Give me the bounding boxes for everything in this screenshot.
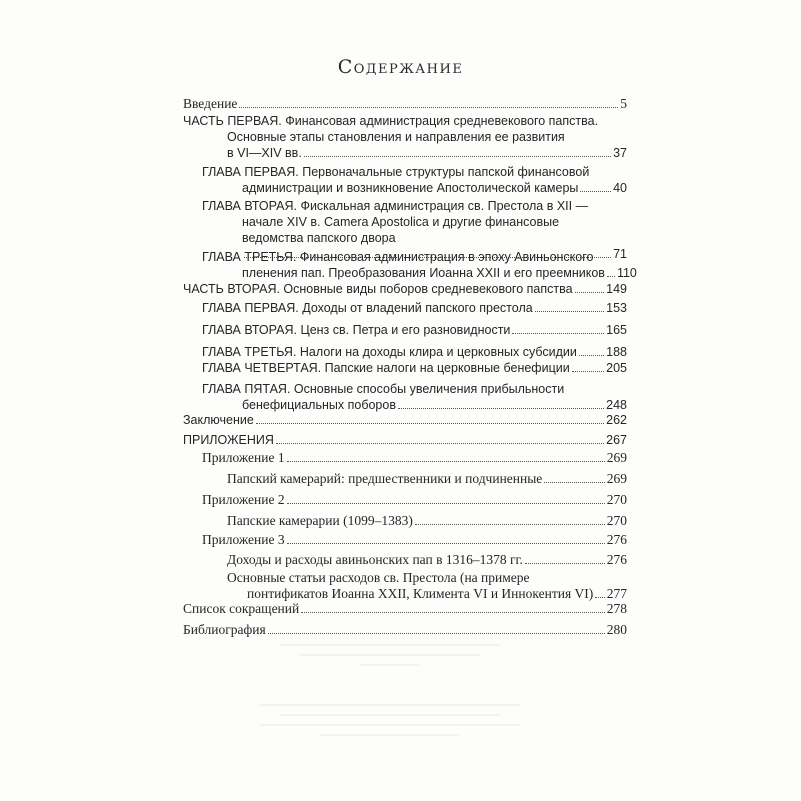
show-through-block-2 xyxy=(260,700,520,746)
toc-line xyxy=(183,96,627,112)
page-title: Содержание xyxy=(337,56,464,78)
toc-entry-title: Приложение 2 xyxy=(202,492,285,507)
dot-leader xyxy=(287,543,605,544)
dot-leader xyxy=(301,612,605,613)
dot-leader xyxy=(287,461,605,462)
toc-entry-title: Приложение 3 xyxy=(202,532,285,547)
dot-leader xyxy=(572,371,604,372)
toc-line xyxy=(202,492,627,508)
toc-entry-title: Папские камерарии (1099–1383) xyxy=(227,513,413,528)
toc-entry-appendix-2[interactable] xyxy=(202,492,627,508)
page-number: 276 xyxy=(606,532,627,547)
toc-entry-title-cont: начале XIV в. Camera Apostolica и другие финансовые xyxy=(242,215,560,229)
dot-leader xyxy=(415,524,605,525)
dot-leader xyxy=(268,633,605,634)
page-number: 280 xyxy=(606,622,627,637)
dot-leader xyxy=(304,156,611,157)
toc-entry-chapter-2-5[interactable] xyxy=(202,381,627,413)
toc-entry-title: Введение xyxy=(183,96,238,111)
toc-entry-title-cont: в VI—XIV вв. xyxy=(227,146,302,160)
toc-entry-title-cont: Основные этапы становления и направления ее развития xyxy=(227,130,565,144)
toc-entry-title: ГЛАВА ПЯТАЯ. Основные способы увеличения прибыльности xyxy=(202,382,565,396)
toc-entry-title: ГЛАВА ВТОРАЯ. Ценз св. Петра и его разновидности xyxy=(202,323,511,337)
toc-line xyxy=(202,532,627,548)
show-through-block-1 xyxy=(270,640,510,676)
toc-entry-title-cont: администрации и возникновение Апостолической камеры xyxy=(242,181,579,195)
toc-entry-title-cont: пленения пап. Преобразования Иоанна XXII и его преемников xyxy=(242,266,605,280)
toc-entry-appendix-1[interactable] xyxy=(202,450,627,466)
toc-entry-title: Папский камерарий: предшественники и подчиненные xyxy=(227,471,543,486)
toc-line xyxy=(202,344,627,360)
toc-line xyxy=(202,180,627,196)
toc-line xyxy=(202,450,627,466)
toc-line xyxy=(183,432,627,448)
page-number: 149 xyxy=(606,282,627,296)
toc-entry-title-cont: бенефициальных поборов xyxy=(242,398,396,412)
toc-line xyxy=(227,552,627,568)
toc-line xyxy=(202,360,627,376)
toc-entry-title: Приложение 1 xyxy=(202,450,285,465)
toc-entry-title: ГЛАВА ВТОРАЯ. Фискальная администрация св. Престола в XII — xyxy=(202,199,589,213)
page-number: 248 xyxy=(606,398,627,412)
dot-leader xyxy=(276,443,604,444)
dot-leader xyxy=(525,563,605,564)
toc-entry-appendix-3-item-1[interactable] xyxy=(227,552,627,568)
toc-line xyxy=(183,601,627,617)
toc-entry-appendix-1-item[interactable] xyxy=(227,471,627,487)
toc-entry-title: ГЛАВА ТРЕТЬЯ. Налоги на доходы клира и церковных субсидии xyxy=(202,345,577,359)
dot-leader xyxy=(579,355,604,356)
dot-leader xyxy=(544,482,604,483)
page-number: 110 xyxy=(616,266,637,280)
toc-line xyxy=(227,586,627,602)
page-number: 153 xyxy=(606,301,627,315)
toc-entry-appendix-2-item[interactable] xyxy=(227,513,627,529)
dot-leader xyxy=(512,333,604,334)
toc-entry-title: ПРИЛОЖЕНИЯ xyxy=(183,433,274,447)
toc-entry-bibliography[interactable] xyxy=(183,622,627,638)
toc-entry-title: Список сокращений xyxy=(183,601,300,616)
dot-leader xyxy=(256,423,604,424)
page-number: 188 xyxy=(606,345,627,359)
page-number: 277 xyxy=(606,586,627,601)
dot-leader xyxy=(239,107,618,108)
dot-leader xyxy=(595,597,604,598)
page-number: 267 xyxy=(606,433,627,447)
toc-line xyxy=(202,322,627,338)
dot-leader xyxy=(535,311,604,312)
toc-line xyxy=(183,281,627,297)
toc-entry-part-one[interactable] xyxy=(183,113,627,161)
toc-entry-title: ГЛАВА ЧЕТВЕРТАЯ. Папские налоги на церковные бенефиции xyxy=(202,361,570,375)
toc-entry-abbreviations[interactable] xyxy=(183,601,627,617)
toc-entry-introduction[interactable] xyxy=(183,96,627,112)
toc-line xyxy=(183,622,627,638)
dot-leader xyxy=(398,408,604,409)
toc-entry-appendix-3[interactable] xyxy=(202,532,627,548)
toc-entry-title-cont: ведомства папского двора xyxy=(242,231,396,245)
toc-entry-title: Основные статьи расходов св. Престола (на примере xyxy=(227,570,530,585)
page-number: 269 xyxy=(606,450,627,465)
toc-entry-chapter-2-4[interactable] xyxy=(202,360,627,376)
toc-entry-chapter-2-1[interactable] xyxy=(202,300,627,316)
dot-leader xyxy=(287,503,605,504)
toc-entry-title-cont: понтификатов Иоанна XXII, Климента VI и Иннокентия VI) xyxy=(247,586,594,601)
toc-entry-title: Библиография xyxy=(183,622,266,637)
toc-entry-title: ЧАСТЬ ВТОРАЯ. Основные виды поборов средневекового папства xyxy=(183,282,573,296)
page-number: 37 xyxy=(613,146,627,160)
page-number: 269 xyxy=(606,471,627,486)
page-number: 40 xyxy=(613,181,627,195)
toc-entry-title: Заключение xyxy=(183,413,254,427)
page-number: 71 xyxy=(613,247,627,261)
toc-entry-title: ЧАСТЬ ПЕРВАЯ. Финансовая администрация средневекового папства. xyxy=(183,114,599,128)
page-number: 276 xyxy=(606,552,627,567)
toc-entry-title: Доходы и расходы авиньонских пап в 1316–1378 гг. xyxy=(227,552,523,567)
page-number: 5 xyxy=(620,96,627,111)
toc-entry-appendices[interactable] xyxy=(183,432,627,448)
page-number: 270 xyxy=(606,513,627,528)
dot-leader xyxy=(580,191,611,192)
toc-line xyxy=(183,145,627,161)
toc-entry-chapter-2-3[interactable] xyxy=(202,344,627,360)
dot-leader xyxy=(575,292,605,293)
toc-entry-chapter-2-2[interactable] xyxy=(202,322,627,338)
page-number: 165 xyxy=(606,323,627,337)
toc-entry-title: ГЛАВА ПЕРВАЯ. Первоначальные структуры папской финансовой xyxy=(202,165,590,179)
toc-entry-conclusion[interactable] xyxy=(183,412,627,428)
page-number: 278 xyxy=(606,601,627,616)
toc-entry-appendix-3-item-2[interactable] xyxy=(227,570,627,602)
toc-line xyxy=(202,265,637,281)
toc-line xyxy=(227,513,627,529)
toc-entry-part-two[interactable] xyxy=(183,281,627,297)
page-number: 262 xyxy=(606,413,627,427)
toc-entry-title: ГЛАВА ТРЕТЬЯ. Финансовая администрация в эпоху Авиньонского xyxy=(202,250,594,264)
toc-entry-title: ГЛАВА ПЕРВАЯ. Доходы от владений папского престола xyxy=(202,301,533,315)
page-number: 205 xyxy=(606,361,627,375)
toc-line xyxy=(227,471,627,487)
dot-leader xyxy=(607,276,615,277)
toc-entry-chapter-1-1[interactable] xyxy=(202,164,627,196)
page-number: 270 xyxy=(606,492,627,507)
toc-line xyxy=(202,397,627,413)
toc-line xyxy=(183,412,627,428)
toc-entry-chapter-1-3[interactable] xyxy=(202,249,637,281)
toc-line xyxy=(202,300,627,316)
